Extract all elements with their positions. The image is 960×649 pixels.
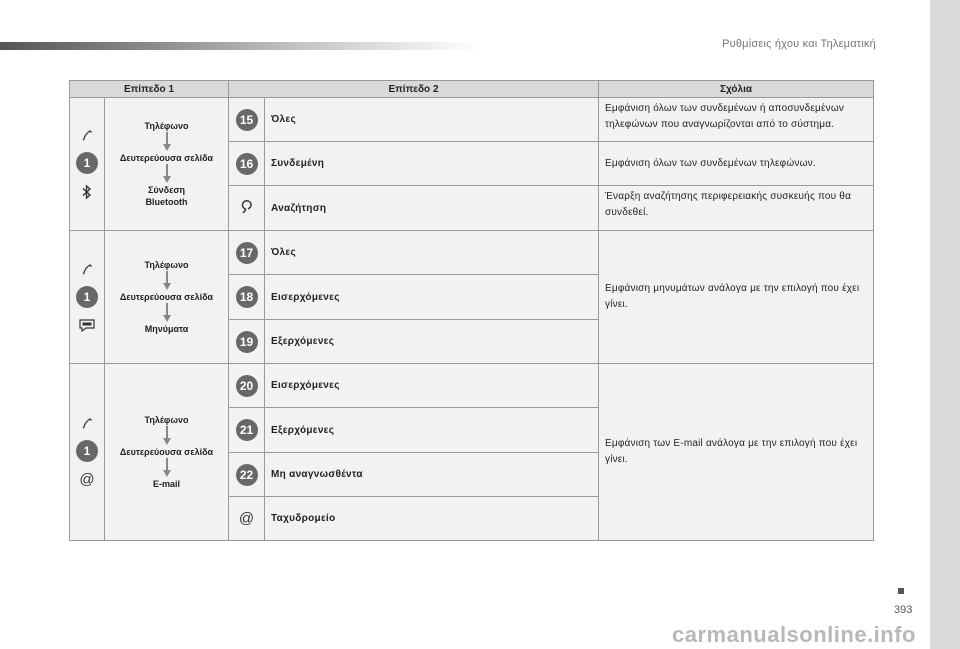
arrow-down-icon (161, 458, 173, 478)
header-gradient-bar (0, 42, 480, 50)
level2-badge-cell (229, 408, 265, 453)
path-step: Τηλέφωνο (144, 121, 189, 131)
path-step: Δευτερεύουσα σελίδα (119, 292, 214, 302)
level2-badge-cell (229, 275, 265, 320)
level2-label: Εξερχόμενες (265, 320, 599, 364)
level2-badge: 16 (236, 153, 258, 175)
level2-icon-cell (229, 497, 265, 541)
level2-icon-cell (229, 186, 265, 231)
phone-icon (80, 262, 94, 276)
at-icon: @ (238, 509, 255, 527)
level2-badge: 18 (236, 286, 258, 308)
level2-label: Αναζήτηση (265, 186, 599, 231)
level2-label: Εξερχόμενες (265, 408, 599, 453)
level2-label: Εισερχόμενες (265, 364, 599, 408)
header-level1: Επίπεδο 1 (70, 81, 229, 98)
phone-icon (80, 416, 94, 430)
sms-icon (78, 318, 96, 332)
bluetooth-icon (81, 184, 93, 200)
arrow-down-icon (161, 303, 173, 323)
level2-badge: 21 (236, 419, 258, 441)
path-step: Σύνδεση (147, 185, 186, 195)
level1-badge: 1 (76, 152, 98, 174)
path-step: Δευτερεύουσα σελίδα (119, 447, 214, 457)
comment-cell: Εμφάνιση μηνυμάτων ανάλογα με την επιλογή που έχει γίνει. (599, 231, 874, 364)
arrow-down-icon (161, 426, 173, 446)
path-step: Μηνύματα (144, 324, 189, 334)
comment-cell: Εμφάνιση όλων των συνδεμένων ή αποσυνδεμένων τηλεφώνων που αναγνωρίζονται από το σύστημα. (599, 98, 874, 142)
page-marker (898, 588, 904, 594)
level1-icons-cell (70, 364, 105, 541)
level1-badge: 1 (76, 440, 98, 462)
arrow-down-icon (161, 132, 173, 152)
page-number: 393 (894, 604, 913, 616)
comment-cell: Εμφάνιση όλων των συνδεμένων τηλεφώνων. (599, 142, 874, 186)
level2-label: Μη αναγνωσθέντα (265, 453, 599, 497)
level2-label: Όλες (265, 231, 599, 275)
level2-label: Όλες (265, 98, 599, 142)
arrow-down-icon (161, 271, 173, 291)
header-comments: Σχόλια (599, 81, 874, 98)
level1-icons-cell (70, 98, 105, 231)
level2-badge: 15 (236, 109, 258, 131)
search-icon (239, 199, 255, 215)
path-step: Τηλέφωνο (144, 260, 189, 270)
side-strip (930, 0, 960, 649)
watermark: carmanualsonline.info (672, 622, 916, 647)
level1-path-cell (105, 98, 229, 231)
level1-icons-cell (70, 231, 105, 364)
level2-badge-cell (229, 231, 265, 275)
level2-badge: 22 (236, 464, 258, 486)
path-step: E-mail (152, 479, 180, 489)
path-step: Δευτερεύουσα σελίδα (119, 153, 214, 163)
level2-label: Εισερχόμενες (265, 275, 599, 320)
level2-badge: 17 (236, 242, 258, 264)
at-icon: @ (79, 471, 95, 488)
level2-badge-cell (229, 320, 265, 364)
comment-cell: Εμφάνιση των E-mail ανάλογα με την επιλογή που έχει γίνει. (599, 364, 874, 541)
level1-path-cell (105, 364, 229, 541)
level2-badge-cell (229, 142, 265, 186)
level1-badge: 1 (76, 286, 98, 308)
level2-badge: 19 (236, 331, 258, 353)
path-step: Τηλέφωνο (144, 415, 189, 425)
level2-badge-cell (229, 98, 265, 142)
page-header-title: Ρυθμίσεις ήχου και Τηλεματική (722, 38, 876, 50)
header-level2: Επίπεδο 2 (229, 81, 599, 98)
level2-label: Ταχυδρομείο (265, 497, 599, 541)
comment-cell: Έναρξη αναζήτησης περιφερειακής συσκευής που θα συνδεθεί. (599, 186, 874, 231)
path-step: Bluetooth (145, 197, 188, 207)
level1-path-cell (105, 231, 229, 364)
settings-table (69, 80, 874, 541)
arrow-down-icon (161, 164, 173, 184)
level2-label: Συνδεμένη (265, 142, 599, 186)
level2-badge-cell (229, 364, 265, 408)
level2-badge: 20 (236, 375, 258, 397)
phone-icon (80, 128, 94, 142)
level2-badge-cell (229, 453, 265, 497)
